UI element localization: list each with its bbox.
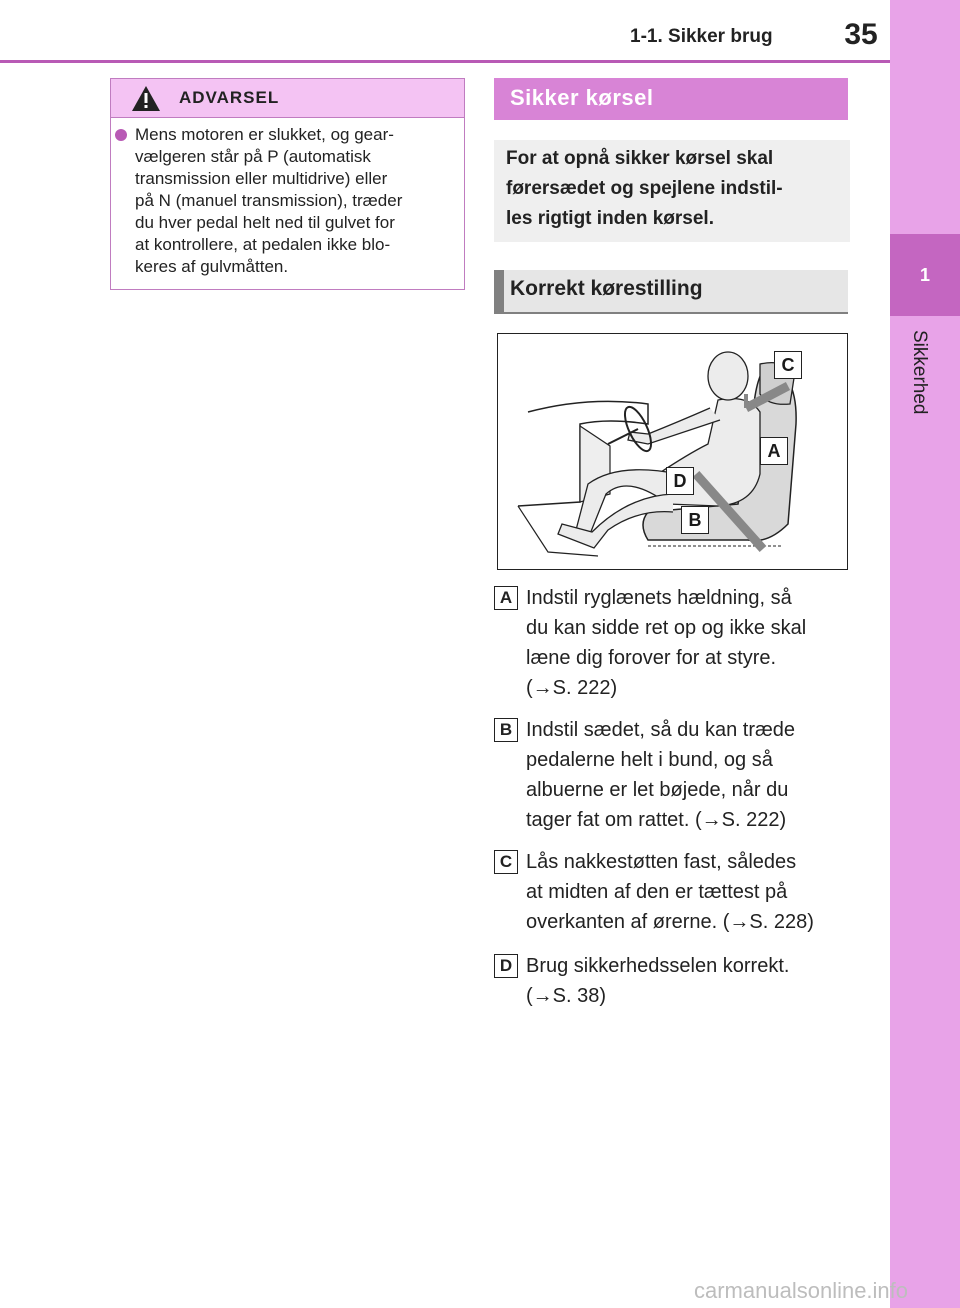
warning-line: transmission eller multidrive) eller [135,169,388,188]
page-number: 35 [844,18,878,51]
warning-title: ADVARSEL [179,88,280,107]
driving-position-figure [497,333,848,570]
item-line: læne dig forover for at styre. [526,647,777,669]
page-reference-link[interactable]: (→S. 38) [526,985,607,1007]
item-line: du kan sidde ret op og ikke skal [526,617,807,639]
bullet-icon [115,129,127,141]
subsection-title-bar [494,270,848,314]
item-line: Indstil sædet, så du kan træde [526,719,796,741]
item-label: B [494,718,518,742]
item-label: A [494,586,518,610]
item-line: albuerne er let bøjede, når du [526,779,789,801]
warning-box [110,78,465,290]
callout-label-c: C [774,351,802,379]
section-title: Sikker kørsel [510,85,654,110]
item-line: at midten af den er tættest på [526,881,788,903]
intro-box [494,140,850,242]
item-label: D [494,954,518,978]
warning-body [111,118,464,278]
watermark: carmanualsonline.info [694,1278,909,1303]
callout-label-b: B [681,506,709,534]
warning-line: på N (manuel transmission), træder [135,191,403,210]
intro-line: førersædet og spejlene indstil- [506,178,783,199]
item-line[interactable]: overkanten af ørerne. (→S. 228) [526,911,814,933]
header-divider [0,60,890,63]
item-label: C [494,850,518,874]
warning-line: vælgeren står på P (automatisk [135,147,371,166]
chapter-number-tab[interactable]: 1 [890,234,960,316]
item-line: Indstil ryglænets hældning, så [526,587,792,609]
warning-line: at kontrollere, at pedalen ikke blo- [135,235,391,254]
section-title-bar [494,78,848,120]
warning-header [111,79,464,118]
warning-triangle-icon [131,85,161,117]
subsection-title: Korrekt kørestilling [510,277,703,300]
chapter-side-tab [890,0,960,1308]
intro-line: les rigtigt inden kørsel. [506,208,714,229]
callout-label-d: D [666,467,694,495]
item-line: pedalerne helt i bund, og så [526,749,773,771]
warning-line: du hver pedal helt ned til gulvet for [135,213,395,232]
page-reference-link[interactable]: (→S. 222) [526,677,618,699]
intro-line: For at opnå sikker kørsel skal [506,148,774,169]
warning-line: keres af gulvmåtten. [135,257,289,276]
item-line: Brug sikkerhedsselen korrekt. [526,955,790,977]
item-line: Lås nakkestøtten fast, således [526,851,797,873]
warning-line: Mens motoren er slukket, og gear- [135,125,394,144]
section-header-title: 1-1. Sikker brug [630,26,773,47]
item-line[interactable]: tager fat om rattet. (→S. 222) [526,809,787,831]
callout-label-a: A [760,437,788,465]
chapter-title: Sikkerhed [909,330,930,415]
